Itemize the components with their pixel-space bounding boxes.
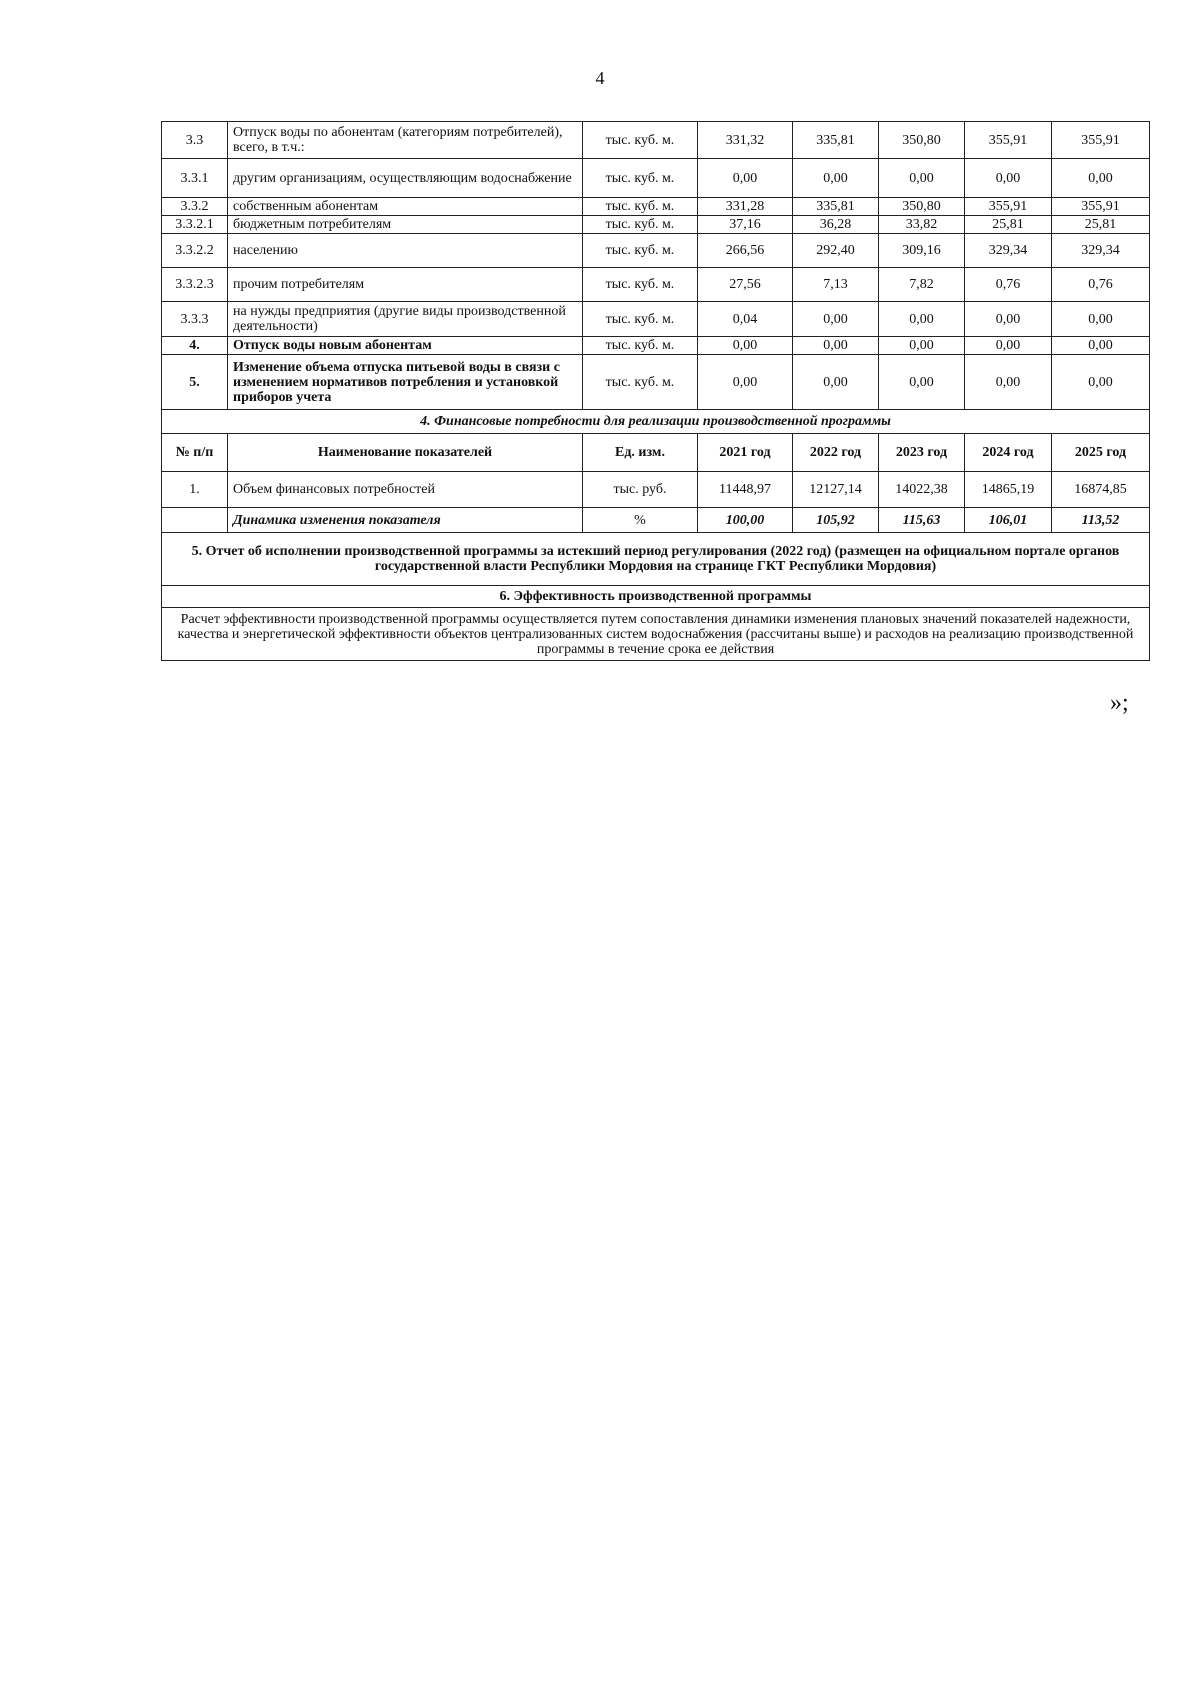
row-number: 3.3.2.2	[162, 234, 228, 268]
section-5-row	[162, 533, 1150, 586]
value-2023: 309,16	[879, 234, 965, 268]
value-2022: 0,00	[793, 337, 879, 355]
row-number	[162, 508, 228, 533]
row-unit: тыс. куб. м.	[583, 234, 698, 268]
value-2023: 350,80	[879, 122, 965, 159]
row-number: 3.3	[162, 122, 228, 159]
value-2025: 355,91	[1052, 198, 1150, 216]
value-2024: 0,00	[965, 159, 1052, 198]
table-header-row	[162, 434, 1150, 472]
section-4-title-row	[162, 410, 1150, 434]
table-row	[162, 268, 1150, 302]
row-number: 4.	[162, 337, 228, 355]
value-2024: 0,76	[965, 268, 1052, 302]
row-unit: тыс. куб. м.	[583, 122, 698, 159]
header-year: 2023 год	[879, 434, 965, 472]
value-2022: 335,81	[793, 122, 879, 159]
value-2024: 0,00	[965, 302, 1052, 337]
value-2022: 12127,14	[793, 472, 879, 508]
header-year: 2024 год	[965, 434, 1052, 472]
header-year: 2025 год	[1052, 434, 1150, 472]
value-2025: 0,00	[1052, 355, 1150, 410]
value-2021: 37,16	[698, 216, 793, 234]
value-2025: 0,00	[1052, 159, 1150, 198]
value-2022: 335,81	[793, 198, 879, 216]
row-number: 3.3.3	[162, 302, 228, 337]
section-5-title: 5. Отчет об исполнении производственной программы за истекший период регулирования (2022 год) (размещен на официальном портале органов государственной власти Республики Мордовия на странице ГКТ Республики Мордовия)	[162, 533, 1150, 586]
row-unit: %	[583, 508, 698, 533]
value-2021: 0,00	[698, 355, 793, 410]
table-row	[162, 198, 1150, 216]
value-2024: 14865,19	[965, 472, 1052, 508]
row-name: Отпуск воды новым абонентам	[228, 337, 583, 355]
value-2021: 331,32	[698, 122, 793, 159]
value-2021: 0,04	[698, 302, 793, 337]
value-2024: 0,00	[965, 355, 1052, 410]
value-2023: 14022,38	[879, 472, 965, 508]
value-2024: 25,81	[965, 216, 1052, 234]
table-row	[162, 216, 1150, 234]
row-unit: тыс. руб.	[583, 472, 698, 508]
value-2022: 7,13	[793, 268, 879, 302]
value-2024: 329,34	[965, 234, 1052, 268]
row-name: бюджетным потребителям	[228, 216, 583, 234]
section-6-text: Расчет эффективности производственной программы осуществляется путем сопоставления динамики изменения плановых значений показателей надежности, качества и энергетической эффективности объектов централизованных систем водоснабжения (рассчитаны выше) и расходов на реализацию производственной программы в течение срока ее действия	[162, 608, 1150, 661]
value-2022: 105,92	[793, 508, 879, 533]
value-2023: 115,63	[879, 508, 965, 533]
value-2025: 113,52	[1052, 508, 1150, 533]
section-6-text-row	[162, 608, 1150, 661]
program-table	[161, 121, 1150, 661]
value-2022: 0,00	[793, 302, 879, 337]
row-unit: тыс. куб. м.	[583, 302, 698, 337]
row-number: 3.3.1	[162, 159, 228, 198]
value-2022: 0,00	[793, 355, 879, 410]
value-2022: 292,40	[793, 234, 879, 268]
table-row	[162, 472, 1150, 508]
row-name: Отпуск воды по абонентам (категориям потребителей), всего, в т.ч.:	[228, 122, 583, 159]
header-year: 2022 год	[793, 434, 879, 472]
row-name: населению	[228, 234, 583, 268]
value-2023: 0,00	[879, 355, 965, 410]
row-name: другим организациям, осуществляющим водоснабжение	[228, 159, 583, 198]
value-2025: 329,34	[1052, 234, 1150, 268]
table-row	[162, 302, 1150, 337]
section-6-title: 6. Эффективность производственной программы	[162, 586, 1150, 608]
value-2021: 0,00	[698, 159, 793, 198]
row-number: 5.	[162, 355, 228, 410]
value-2022: 0,00	[793, 159, 879, 198]
header-name: Наименование показателей	[228, 434, 583, 472]
value-2023: 7,82	[879, 268, 965, 302]
row-number: 1.	[162, 472, 228, 508]
value-2023: 0,00	[879, 337, 965, 355]
row-name: на нужды предприятия (другие виды производственной деятельности)	[228, 302, 583, 337]
value-2025: 0,00	[1052, 337, 1150, 355]
row-name: Динамика изменения показателя	[228, 508, 583, 533]
row-number: 3.3.2	[162, 198, 228, 216]
row-name: Изменение объема отпуска питьевой воды в связи с изменением нормативов потребления и установкой приборов учета	[228, 355, 583, 410]
row-unit: тыс. куб. м.	[583, 268, 698, 302]
value-2022: 36,28	[793, 216, 879, 234]
closing-quote-mark: »;	[1110, 690, 1129, 716]
table-row	[162, 337, 1150, 355]
header-number: № п/п	[162, 434, 228, 472]
page-number: 4	[595, 68, 605, 88]
value-2024: 0,00	[965, 337, 1052, 355]
row-name: прочим потребителям	[228, 268, 583, 302]
value-2021: 11448,97	[698, 472, 793, 508]
row-name: собственным абонентам	[228, 198, 583, 216]
value-2021: 100,00	[698, 508, 793, 533]
value-2021: 331,28	[698, 198, 793, 216]
value-2023: 350,80	[879, 198, 965, 216]
row-number: 3.3.2.1	[162, 216, 228, 234]
table-row	[162, 122, 1150, 159]
row-unit: тыс. куб. м.	[583, 337, 698, 355]
value-2025: 355,91	[1052, 122, 1150, 159]
section-6-title-row	[162, 586, 1150, 608]
row-unit: тыс. куб. м.	[583, 216, 698, 234]
value-2023: 0,00	[879, 302, 965, 337]
table-row	[162, 234, 1150, 268]
header-unit: Ед. изм.	[583, 434, 698, 472]
value-2025: 0,76	[1052, 268, 1150, 302]
row-unit: тыс. куб. м.	[583, 355, 698, 410]
header-year: 2021 год	[698, 434, 793, 472]
table-row	[162, 355, 1150, 410]
value-2024: 355,91	[965, 198, 1052, 216]
row-unit: тыс. куб. м.	[583, 198, 698, 216]
value-2021: 266,56	[698, 234, 793, 268]
value-2024: 355,91	[965, 122, 1052, 159]
value-2021: 0,00	[698, 337, 793, 355]
row-number: 3.3.2.3	[162, 268, 228, 302]
value-2021: 27,56	[698, 268, 793, 302]
table-row	[162, 159, 1150, 198]
value-2023: 0,00	[879, 159, 965, 198]
value-2025: 25,81	[1052, 216, 1150, 234]
value-2025: 0,00	[1052, 302, 1150, 337]
value-2025: 16874,85	[1052, 472, 1150, 508]
section-4-title: 4. Финансовые потребности для реализации производственной программы	[162, 410, 1150, 434]
row-name: Объем финансовых потребностей	[228, 472, 583, 508]
value-2024: 106,01	[965, 508, 1052, 533]
value-2023: 33,82	[879, 216, 965, 234]
table-row	[162, 508, 1150, 533]
row-unit: тыс. куб. м.	[583, 159, 698, 198]
